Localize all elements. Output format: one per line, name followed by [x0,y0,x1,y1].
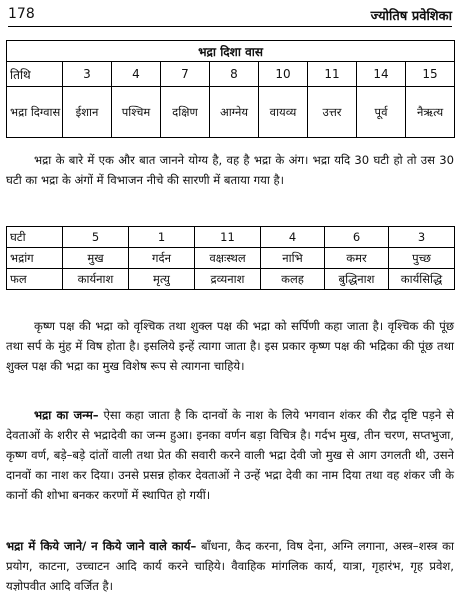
table-cell: 10 [259,62,308,87]
table-cell: 1 [129,227,195,248]
bhadra-direction-table [6,40,455,138]
table-cell: 3 [63,62,112,87]
table-cell: वक्षःस्थल [195,248,261,269]
header-rule [8,26,452,27]
table-cell: नैऋत्य [406,87,455,138]
section-heading: भद्रा में किये जाने/ न किये जाने वाले कार्य– [6,539,197,553]
table-cell: 3 [389,227,455,248]
table-cell: 11 [308,62,357,87]
paragraph-bhadra-birth [6,405,454,505]
table-cell: कलह [261,269,325,290]
table-cell: नाभि [261,248,325,269]
table-cell: कार्यनाश [63,269,129,290]
section-heading: भद्रा का जन्म– [34,408,99,422]
table-cell: पूर्व [357,87,406,138]
page-header [8,6,452,26]
paragraph-bhadra-tasks [6,536,454,596]
table-cell: मुख [63,248,129,269]
table-cell: 15 [406,62,455,87]
table-cell: 4 [261,227,325,248]
table-cell: कमर [325,248,389,269]
table-cell: दक्षिण [161,87,210,138]
table-cell: द्रव्यनाश [195,269,261,290]
table-title: भद्रा दिशा वास [7,41,455,62]
table-cell: पश्चिम [112,87,161,138]
table-cell: उत्तर [308,87,357,138]
paragraph-bhadra-anga: भद्रा के बारे में एक और बात जानने योग्य है, वह है भद्रा के अंग। भद्रा यदि 30 घटी हो तो उस 30 घटी का भद्रा के अंगों में विभाजन नीचे की सारणी में बताया गया है। [6,153,454,187]
table-cell: 7 [161,62,210,87]
table-cell: बुद्धिनाश [325,269,389,290]
table-cell: पुच्छ [389,248,455,269]
row-label: भद्रांग [7,248,63,269]
page-number: 178 [8,6,35,22]
paragraph-text: ऐसा कहा जाता है कि दानवों के नाश के लिये भगवान शंकर की रौद्र दृष्टि पड़ने से देवताओं के शरीर से भद्रादेवी का जन्म हुआ। इनका वर्णन बड़ा विचित्र है। गर्दभ मुख, तीन चरण, सप्तभुजा, कृष्ण वर्ण, बड़े–बड़े दांतों वाली तथा प्रेत की सवारी करने वाली भद्रा देवी जो मुख से आग उगलती थी, उसने दानवों का नाश कर दिया। उनसे प्रसन्न होकर देवताओं ने उन्हें भद्रा देवी का नाम दिया तथा वह शंकर जी के कानों की शोभा बनकर करणों में स्थापित हो गयीं। [6,408,454,502]
table-cell: कार्यसिद्धि [389,269,455,290]
table-cell: गर्दन [129,248,195,269]
running-title: ज्योतिष प्रवेशिका [370,9,452,24]
table-cell: 11 [195,227,261,248]
table-cell: 6 [325,227,389,248]
row-label: फल [7,269,63,290]
table-cell: ईशान [63,87,112,138]
table-cell: 8 [210,62,259,87]
paragraph-vrishchik-sarpini: कृष्ण पक्ष की भद्रा को वृश्चिक तथा शुक्ल पक्ष की भद्रा को सर्पिणी कहा जाता है। वृश्चिक की पूंछ तथा सर्प के मुंह में विष होता है। इसलिये इन्हें त्यागा जाता है। इस प्रकार कृष्ण पक्ष की भद्रिका की पूंछ तथा शुक्ल पक्ष की भद्रा का मुख विशेष रूप से त्यागना चाहिये। [6,319,454,373]
table-cell: मृत्यु [129,269,195,290]
row-label: भद्रा दिग्वास [7,87,63,138]
bhadra-anga-table [6,226,455,290]
table-cell: आग्नेय [210,87,259,138]
table-cell: 5 [63,227,129,248]
paragraph-text: बाँधना, कैद करना, विष देना, अग्नि लगाना, अस्त्र–शस्त्र का प्रयोग, काटना, उच्चाटन आदि कार्य करने चाहिये। वैवाहिक मांगलिक कार्य, यात्रा, गृहारंभ, गृह प्रवेश, यज्ञोपवीत आदि वर्जित है। [6,539,454,593]
row-label: घटी [7,227,63,248]
row-label: तिथि [7,62,63,87]
table-cell: वायव्य [259,87,308,138]
table-cell: 14 [357,62,406,87]
table-cell: 4 [112,62,161,87]
